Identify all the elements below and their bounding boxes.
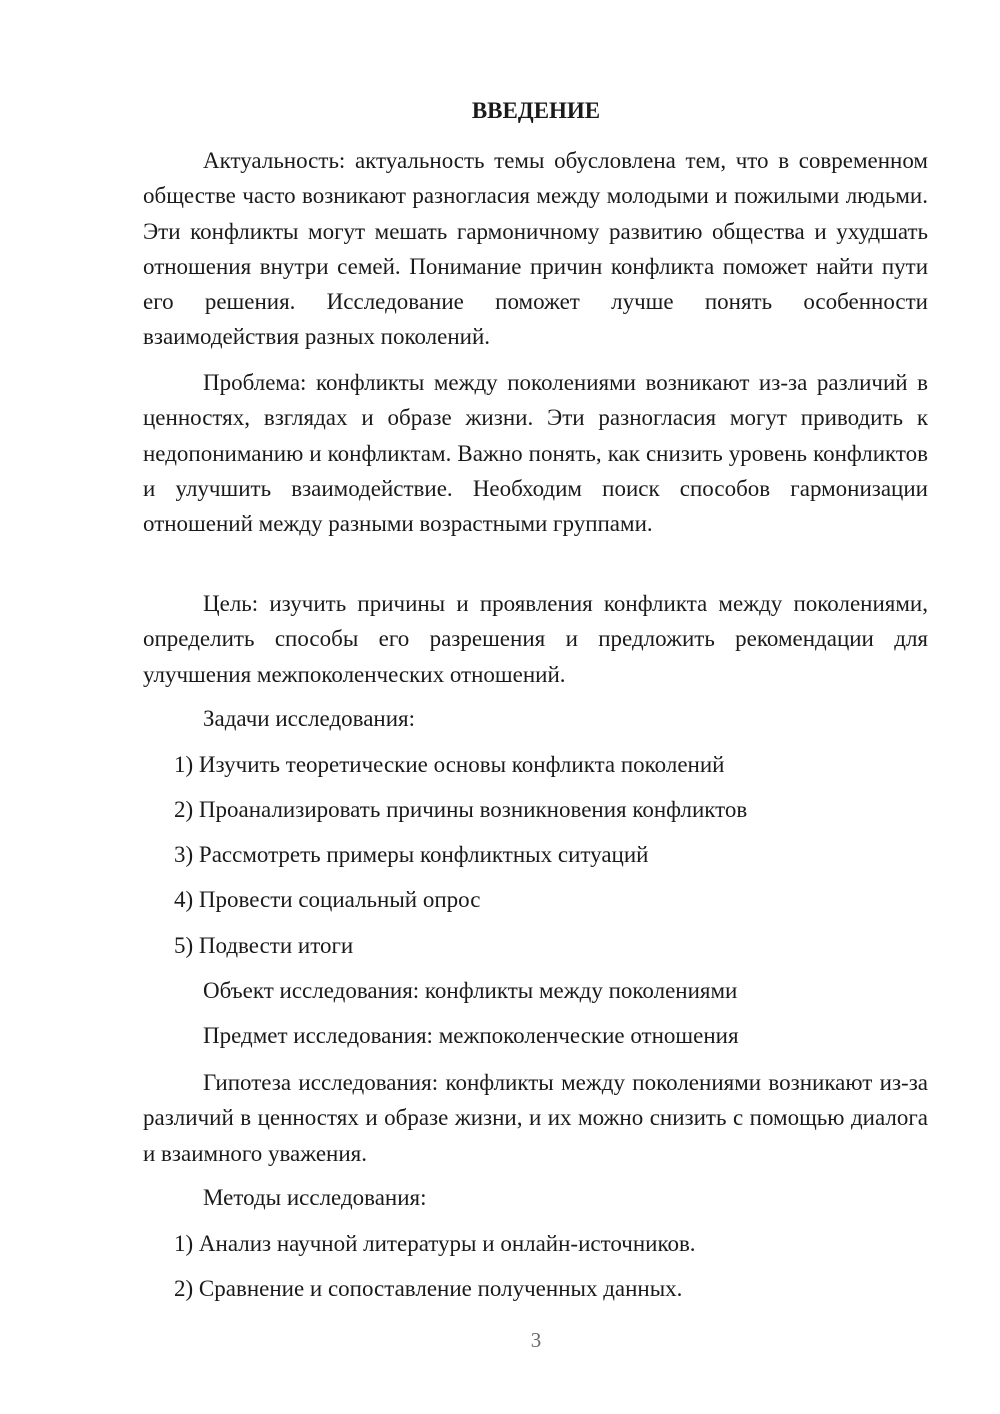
relevance-paragraph: Актуальность: актуальность темы обусловлена тем, что в современном обществе часто возникают разногласия между молодыми и пожилыми людьми. Эти конфликты могут мешать гармоничному развитию общества и ухудшать отношения внутри семей. Понимание причин конфликта поможет найти пути его решения. Исследование поможет лучше понять особенности взаимодействия разных поколений. [143, 148, 928, 350]
method-item: 1) Анализ научной литературы и онлайн-источников. [174, 1231, 696, 1256]
goal-paragraph: Цель: изучить причины и проявления конфликта между поколениями, определить способы его разрешения и предложить рекомендации для улучшения межпоколенческих отношений. [143, 591, 928, 687]
method-item: 2) Сравнение и сопоставление полученных данных. [174, 1276, 683, 1301]
research-object: Объект исследования: конфликты между поколениями [203, 978, 738, 1003]
task-item: 2) Проанализировать причины возникновения конфликтов [174, 797, 748, 822]
research-subject: Предмет исследования: межпоколенческие отношения [203, 1023, 739, 1048]
task-item: 5) Подвести итоги [174, 933, 354, 958]
task-item: 1) Изучить теоретические основы конфликта поколений [174, 752, 725, 777]
page-title: ВВЕДЕНИЕ [471, 98, 601, 123]
tasks-heading: Задачи исследования: [203, 706, 416, 731]
task-item: 3) Рассмотреть примеры конфликтных ситуаций [174, 842, 649, 867]
hypothesis-paragraph: Гипотеза исследования: конфликты между поколениями возникают из-за различий в ценностях и образе жизни, и их можно снизить с помощью диалога и взаимного уважения. [143, 1070, 928, 1166]
methods-heading: Методы исследования: [203, 1185, 427, 1210]
problem-paragraph: Проблема: конфликты между поколениями возникают из-за различий в ценностях, взглядах и образе жизни. Эти разногласия могут приводить к недопониманию и конфликтам. Важно понять, как снизить уровень конфликтов и улучшить взаимодействие. Необходим поиск способов гармонизации отношений между разными возрастными группами. [143, 370, 928, 537]
page-number: 3 [530, 1328, 542, 1352]
task-item: 4) Провести социальный опрос [174, 887, 481, 912]
